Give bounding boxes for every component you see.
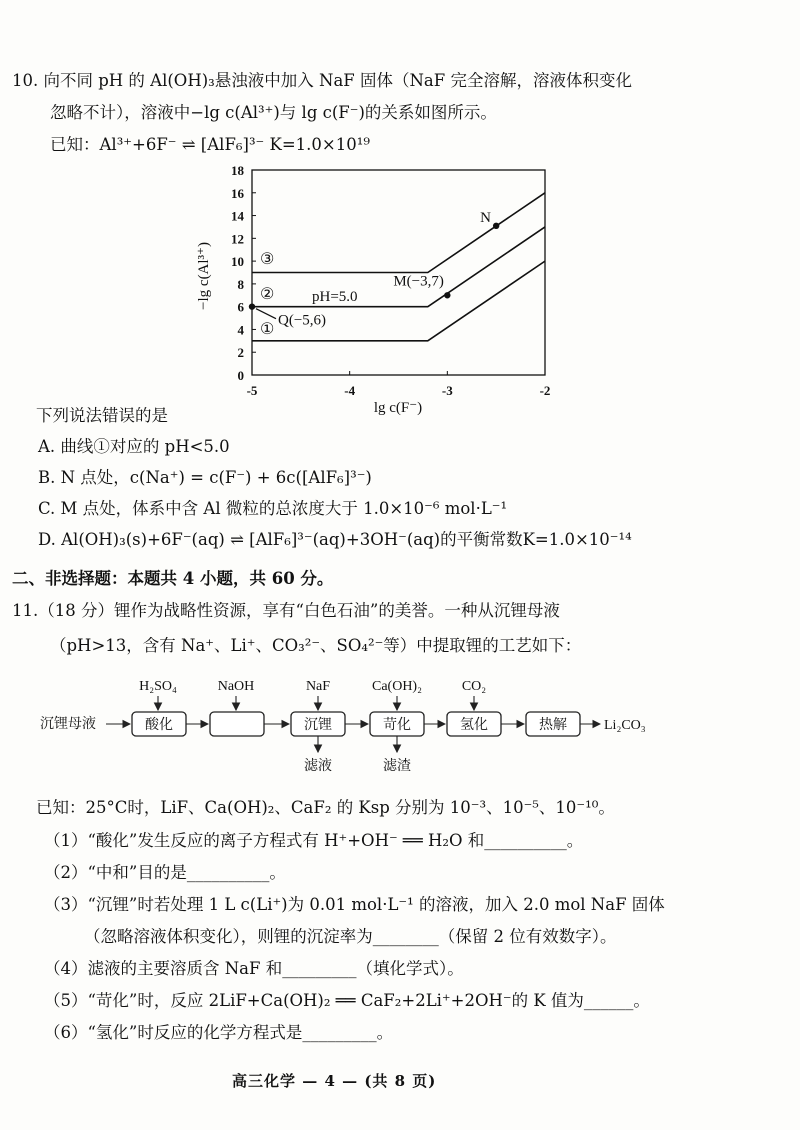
output-filtrate: 滤液 — [304, 759, 332, 774]
y-tick-label: 12 — [231, 231, 244, 247]
y-tick-label: 4 — [237, 322, 244, 338]
curve-label-2: ② — [260, 286, 275, 303]
reagent-co2: CO₂ — [461, 679, 487, 694]
step-causticize: 苛化 — [383, 718, 411, 733]
q10-option-b: B. N 点处，c(Na⁺) = c(F⁻) + 6c([AlF₆]³⁻) — [38, 468, 372, 487]
q10-line2: 忽略不计），溶液中−lg c(Al³⁺)与 lg c(F⁻)的关系如图所示。 — [50, 103, 497, 122]
y-tick-label: 6 — [237, 299, 244, 315]
point-marker — [444, 292, 450, 298]
curve-label-3: ③ — [260, 251, 275, 268]
flow-product: Li₂CO₃ — [604, 718, 646, 733]
q11-sub4: （4）滤液的主要溶质含 NaF 和_________（填化学式）。 — [44, 959, 464, 978]
reagent-naf: NaF — [305, 679, 331, 694]
point-label: M(−3,7) — [393, 273, 444, 290]
section-2-heading: 二、非选择题：本题共 4 小题，共 60 分。 — [12, 569, 334, 588]
step-acidify: 酸化 — [145, 718, 173, 733]
q11-line2: （pH>13，含有 Na⁺、Li⁺、CO₃²⁻、SO₄²⁻等）中提取锂的工艺如下： — [50, 636, 582, 655]
flow-start: 沉锂母液 — [40, 717, 96, 732]
y-tick-label: 2 — [237, 345, 244, 361]
q11-sub5: （5）“苛化”时，反应 2LiF+Ca(OH)₂ ══ CaF₂+2Li⁺+2OH⁻的 K 值为______。 — [44, 991, 650, 1010]
point-marker — [493, 223, 499, 229]
q11-sub1: （1）“酸化”发生反应的离子方程式有 H⁺+OH⁻ ══ H₂O 和__________。 — [44, 831, 584, 850]
reagent-h2so4: H₂SO₄ — [139, 679, 177, 694]
q10-option-d: D. Al(OH)₃(s)+6F⁻(aq) ⇌ [AlF₆]³⁻(aq)+3OH⁻(aq)的平衡常数K=1.0×10⁻¹⁴ — [38, 530, 632, 549]
step-pyrolysis: 热解 — [539, 718, 567, 733]
output-residue: 滤渣 — [383, 759, 411, 774]
x-tick-label: -3 — [441, 383, 453, 398]
q11-known: 已知：25°C时，LiF、Ca(OH)₂、CaF₂ 的 Ksp 分别为 10⁻³、10⁻⁵、10⁻¹⁰。 — [36, 798, 615, 817]
q11-line1: 11.（18 分）锂作为战略性资源，享有“白色石油”的美誉。一种从沉锂母液 — [12, 601, 560, 620]
q11-sub2: （2）“中和”目的是__________。 — [44, 863, 286, 882]
y-tick-label: 10 — [231, 254, 244, 270]
y-tick-label: 8 — [237, 276, 244, 292]
step-precipitate: 沉锂 — [304, 718, 332, 733]
x-tick-label: -5 — [246, 383, 258, 398]
step-hydrogenate: 氢化 — [460, 718, 488, 733]
y-tick-label: 14 — [231, 208, 244, 224]
point-marker — [249, 303, 255, 309]
series-line-2 — [252, 227, 545, 307]
curve-label-1: ① — [260, 321, 275, 338]
x-tick-label: -4 — [344, 383, 356, 398]
series-line-3 — [252, 193, 545, 273]
point-label: N — [480, 209, 492, 226]
q10-option-a: A. 曲线①对应的 pH<5.0 — [38, 437, 230, 456]
y-tick-label: 18 — [231, 163, 244, 178]
step-blank-box — [210, 712, 264, 736]
ph-annotation: pH=5.0 — [312, 289, 358, 305]
page-footer: 高三化学 — 4 — (共 8 页) — [232, 1072, 437, 1090]
x-axis-label: lg c(F⁻) — [373, 400, 423, 416]
q10-option-c: C. M 点处，体系中含 Al 微粒的总浓度大于 1.0×10⁻⁶ mol·L⁻¹ — [38, 499, 508, 518]
q10-line1: 10. 向不同 pH 的 Al(OH)₃悬浊液中加入 NaF 固体（NaF 完全溶解，溶液体积变化 — [12, 71, 632, 90]
reagent-naoh: NaOH — [217, 679, 255, 694]
y-tick-label: 16 — [231, 185, 244, 201]
q-pointer-arrow — [256, 309, 276, 319]
y-tick-label: 0 — [237, 368, 244, 383]
x-tick-label: -2 — [539, 383, 551, 398]
q10-known: 已知：Al³⁺+6F⁻ ⇌ [AlF₆]³⁻ K=1.0×10¹⁹ — [50, 135, 370, 154]
q11-sub3-line2: （忽略溶液体积变化），则锂的沉淀率为________（保留 2 位有效数字）。 — [84, 927, 617, 946]
y-axis-label: −lg c(Al³⁺) — [196, 242, 212, 310]
q10-chart — [180, 158, 570, 420]
q11-sub6: （6）“氢化”时反应的化学方程式是_________。 — [44, 1023, 394, 1042]
process-flow — [40, 672, 680, 782]
q10-prompt: 下列说法错误的是 — [36, 406, 168, 425]
reagent-caoh2: Ca(OH)₂ — [372, 679, 422, 694]
q11-sub3-line1: （3）“沉锂”时若处理 1 L c(Li⁺)为 0.01 mol·L⁻¹ 的溶液，加入 2.0 mol NaF 固体 — [44, 895, 665, 914]
point-label: Q(−5,6) — [278, 312, 327, 329]
